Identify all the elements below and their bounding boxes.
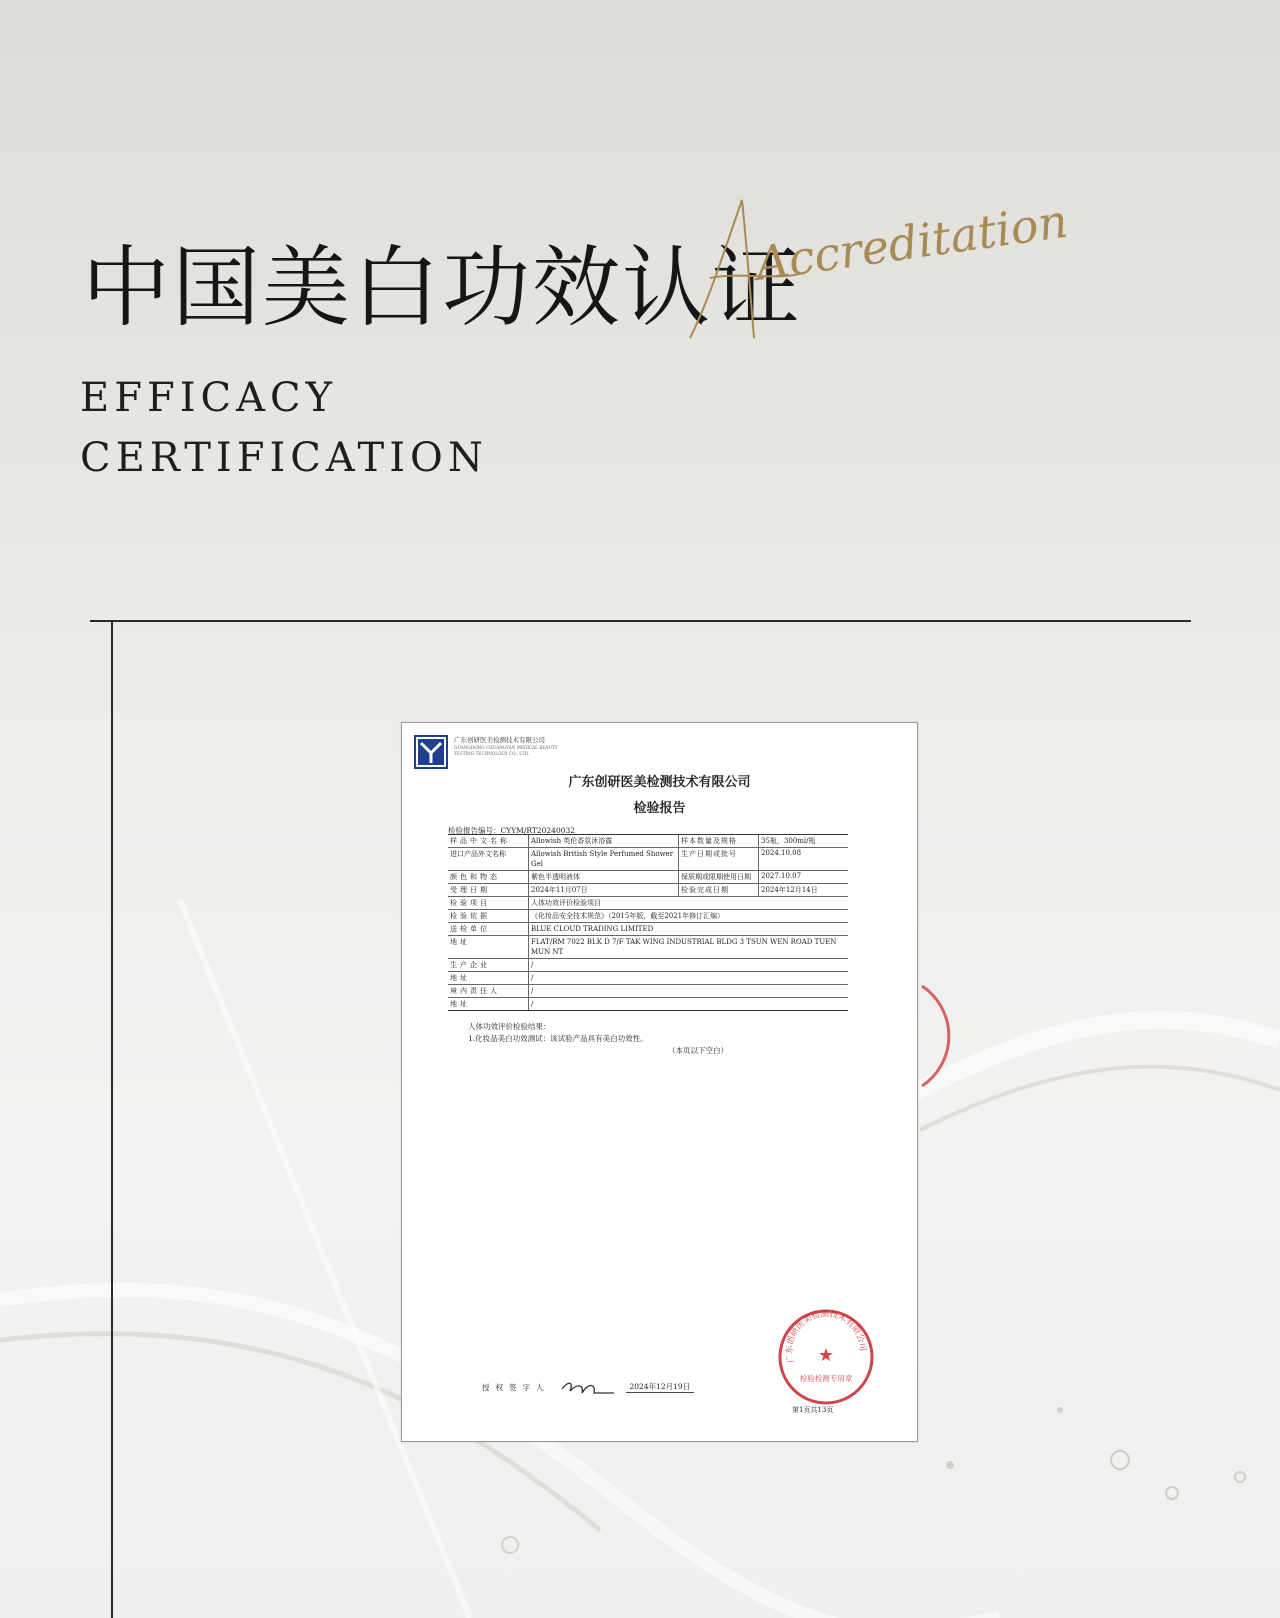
partial-seal-stamp — [902, 981, 932, 1091]
row-value: 35瓶，300ml/瓶 — [758, 835, 848, 847]
sign-date: 2024年12月19日 — [626, 1381, 695, 1393]
certificate-company-name: 广东创研医美检测技术有限公司 — [568, 775, 751, 790]
seal-arc-text: 广东创研医美检测技术有限公司 — [784, 1309, 868, 1364]
row-label: 检验依据 — [450, 912, 490, 920]
logo-caption-en-2: TESTING TECHNOLOGY CO., LTD. — [454, 751, 530, 756]
row-value: FLAT/RM 7022 BLK D 7/F TAK WING INDUSTRIAL BLDG 3 TSUN WEN ROAD TUEN MUN NT — [528, 936, 848, 958]
table-row — [448, 998, 848, 1010]
logo-caption-en-1: GUANGDONG CHUANGYAN MEDICAL BEAUTY — [454, 745, 558, 750]
table-row — [448, 985, 848, 998]
subtitle-line-2: CERTIFICATION — [80, 435, 488, 481]
row-label: 进口产品外文名称 — [450, 850, 506, 858]
logo-caption-cn: 广东创研医美检测技术有限公司 — [454, 736, 545, 744]
report-info-table — [448, 834, 848, 1011]
row-value: Allowish British Style Perfumed Shower Gel — [528, 848, 678, 870]
row-label: 颜色和物态 — [450, 873, 500, 881]
row-label: 受理日期 — [450, 886, 490, 894]
row-label: 境内责任人 — [450, 987, 500, 995]
row-value: 紫色半透明液体 — [528, 871, 678, 883]
row-label: 检验项目 — [450, 899, 490, 907]
horizontal-divider — [90, 620, 1191, 622]
row-value: 2027.10.07 — [758, 871, 848, 883]
report-number: 检验报告编号：CYYM/RT20240032 — [448, 826, 576, 835]
row-label: 保质期或限期使用日期 — [678, 871, 758, 883]
results-item: 1.化妆品美白功效测试：该试验产品具有美白功效性。 — [468, 1034, 648, 1043]
logo-caption — [454, 736, 558, 757]
row-label: 地址 — [450, 974, 470, 982]
company-logo-icon — [414, 735, 448, 769]
handwritten-signature — [558, 1375, 618, 1399]
signer-label: 授权签字人 — [482, 1382, 550, 1392]
page-subtitle-english — [80, 368, 488, 488]
table-row — [448, 897, 848, 910]
row-label: 样本数量及规格 — [678, 835, 758, 847]
row-value: / — [528, 959, 848, 971]
row-value: 2024.10.08 — [758, 848, 848, 870]
row-value: 2024年12月14日 — [758, 884, 848, 896]
row-label: 生产日期或批号 — [678, 848, 758, 870]
results-title: 人体功效评价检验结果： — [468, 1022, 551, 1031]
table-row — [448, 848, 848, 871]
row-value: 《化妆品安全技术规范》（2015年版，截至2021年修订汇编） — [528, 910, 848, 922]
signature-line — [482, 1375, 694, 1399]
svg-text:★: ★ — [817, 1345, 835, 1366]
table-row — [448, 959, 848, 972]
results-section — [468, 1021, 728, 1057]
row-label: 地址 — [450, 938, 470, 946]
table-row — [448, 884, 848, 897]
row-label: 检验完成日期 — [678, 884, 758, 896]
page-title-chinese: 中国美白功效认证 — [82, 236, 803, 339]
table-row — [448, 910, 848, 923]
row-value: 2024年11月07日 — [528, 884, 678, 896]
row-label: 生产企业 — [450, 961, 490, 969]
table-row — [448, 835, 848, 848]
results-end-note: （本页以下空白） — [668, 1046, 728, 1055]
page-number: 第1页共13页 — [792, 1406, 834, 1414]
certificate-document — [401, 722, 918, 1442]
table-row — [448, 936, 848, 959]
certificate-report-title: 检验报告 — [633, 801, 686, 816]
subtitle-line-1: EFFICACY — [80, 375, 338, 421]
table-row — [448, 972, 848, 985]
row-value: / — [528, 972, 848, 984]
row-value: BLUE CLOUD TRADING LIMITED — [528, 923, 848, 935]
row-value: / — [528, 998, 848, 1010]
table-row — [448, 871, 848, 884]
script-word-text: Accreditation — [752, 193, 1072, 291]
row-value: Allowish 英伦香氛沐浴露 — [528, 835, 678, 847]
row-value: / — [528, 985, 848, 997]
seal-sub-text: 检验检测专用章 — [799, 1374, 853, 1383]
row-value: 人体功效评价检验项目 — [528, 897, 848, 909]
official-seal-stamp — [776, 1307, 876, 1407]
row-label: 地址 — [450, 1000, 470, 1008]
script-accreditation-decoration — [680, 188, 1072, 368]
vertical-divider — [111, 620, 113, 1618]
row-label: 送检单位 — [450, 925, 490, 933]
table-row — [448, 923, 848, 936]
row-label: 样品中文名称 — [450, 837, 510, 845]
